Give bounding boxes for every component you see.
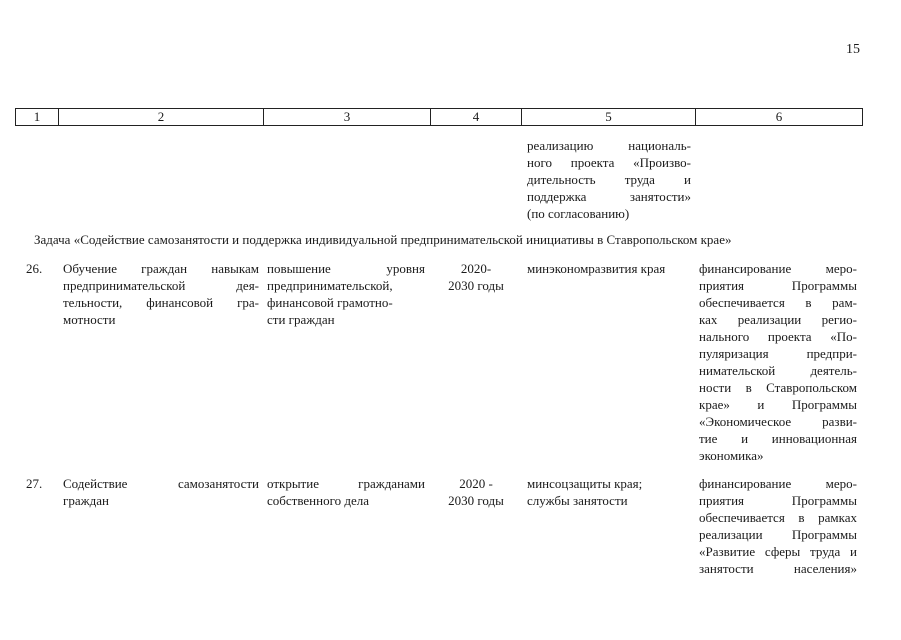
text-line: 2030 годы bbox=[448, 493, 504, 508]
row-27-result bbox=[267, 475, 425, 509]
continuation-col5 bbox=[527, 137, 691, 222]
text-line: повышение уровня bbox=[267, 261, 425, 276]
text-line: (по согласованию) bbox=[527, 206, 630, 221]
text-line: 2030 годы bbox=[448, 278, 504, 293]
row-26-executor bbox=[527, 260, 695, 277]
column-number-1: 1 bbox=[16, 109, 59, 126]
text-line: минэкономразвития края bbox=[527, 261, 666, 276]
column-number-2: 2 bbox=[59, 109, 264, 126]
text-line: приятия Программы bbox=[699, 278, 857, 293]
text-line: финансирование меро- bbox=[699, 261, 857, 276]
text-line: службы занятости bbox=[527, 493, 628, 508]
text-line: мотности bbox=[63, 312, 116, 327]
row-27-period bbox=[436, 475, 516, 509]
text-line: реализацию националь- bbox=[527, 138, 691, 153]
column-number-header bbox=[15, 108, 863, 126]
text-line: ности в Ставропольском bbox=[699, 380, 857, 395]
text-line: 2020 - bbox=[459, 476, 493, 491]
text-line: крае» и Программы bbox=[699, 397, 857, 412]
text-line: обеспечивается в рам- bbox=[699, 295, 857, 310]
text-line: предпринимательской дея- bbox=[63, 278, 259, 293]
text-line: обеспечивается в рамках bbox=[699, 510, 857, 525]
text-line: открытие гражданами bbox=[267, 476, 425, 491]
row-27-activity bbox=[63, 475, 259, 509]
row-26-note bbox=[699, 260, 857, 464]
text-line: «Развитие сферы труда и bbox=[699, 544, 857, 559]
text-line: ках реализации регио- bbox=[699, 312, 857, 327]
text-line: предпринимательской, bbox=[267, 278, 393, 293]
text-line: финансовой грамотно- bbox=[267, 295, 393, 310]
row-27-number: 27. bbox=[26, 476, 43, 491]
text-line: приятия Программы bbox=[699, 493, 857, 508]
column-number-5: 5 bbox=[522, 109, 696, 126]
text-line: дительность труда и bbox=[527, 172, 691, 187]
row-26-activity bbox=[63, 260, 259, 328]
row-27-note bbox=[699, 475, 857, 577]
text-line: собственного дела bbox=[267, 493, 369, 508]
text-line: пуляризация предпри- bbox=[699, 346, 857, 361]
row-26-result bbox=[267, 260, 425, 328]
text-line: минсоцзащиты края; bbox=[527, 476, 643, 491]
text-line: Обучение граждан навыкам bbox=[63, 261, 259, 276]
text-line: экономика» bbox=[699, 448, 764, 463]
text-line: тельности, финансовой гра- bbox=[63, 295, 259, 310]
column-number-3: 3 bbox=[264, 109, 431, 126]
text-line: нального проекта «По- bbox=[699, 329, 857, 344]
row-26-period bbox=[436, 260, 516, 294]
column-number-4: 4 bbox=[431, 109, 522, 126]
column-number-6: 6 bbox=[696, 109, 863, 126]
text-line: занятости населения» bbox=[699, 561, 857, 576]
text-line: Содействие самозанятости bbox=[63, 476, 259, 491]
text-line: граждан bbox=[63, 493, 109, 508]
text-line: нимательской деятель- bbox=[699, 363, 857, 378]
text-line: ного проекта «Произво- bbox=[527, 155, 691, 170]
text-line: 2020- bbox=[460, 261, 492, 276]
task-heading: Задача «Содействие самозанятости и поддержка индивидуальной предпринимательской инициативы в Ставропольском крае» bbox=[34, 232, 732, 247]
text-line: финансирование меро- bbox=[699, 476, 857, 491]
page-number: 15 bbox=[846, 42, 860, 57]
text-line: поддержка занятости» bbox=[527, 189, 691, 204]
text-line: «Экономическое разви- bbox=[699, 414, 857, 429]
text-line: реализации Программы bbox=[699, 527, 857, 542]
text-line: тие и инновационная bbox=[699, 431, 857, 446]
row-26-number: 26. bbox=[26, 261, 43, 276]
row-27-executor bbox=[527, 475, 695, 509]
text-line: сти граждан bbox=[267, 312, 335, 327]
